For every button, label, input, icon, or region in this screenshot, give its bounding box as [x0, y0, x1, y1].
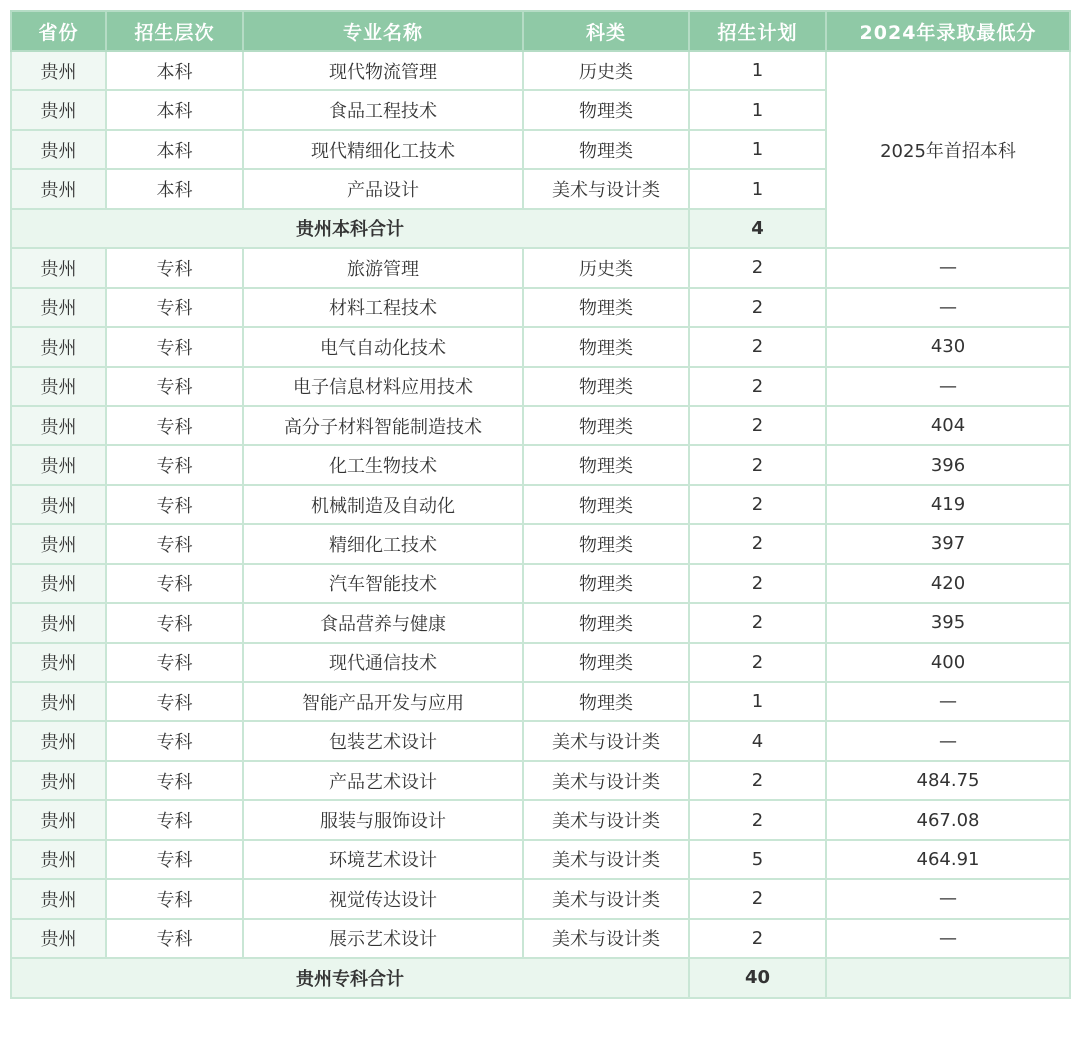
cell-major: 现代精细化工技术: [243, 130, 523, 169]
cell-major: 现代物流管理: [243, 51, 523, 90]
cell-min-score: —: [826, 682, 1070, 721]
cell-province: 贵州: [11, 840, 106, 879]
header-level: 招生层次: [106, 11, 243, 51]
cell-major: 旅游管理: [243, 248, 523, 287]
table-row: [11, 445, 1070, 484]
cell-province: 贵州: [11, 445, 106, 484]
header-major: 专业名称: [243, 11, 523, 51]
cell-province: 贵州: [11, 919, 106, 958]
cell-category: 美术与设计类: [523, 721, 689, 760]
cell-min-score: 464.91: [826, 840, 1070, 879]
header-min-score: 2024年录取最低分: [826, 11, 1070, 51]
cell-level: 专科: [106, 327, 243, 366]
undergrad-subtotal-label: 贵州本科合计: [11, 209, 689, 248]
table-row: [11, 367, 1070, 406]
cell-min-score: 467.08: [826, 800, 1070, 839]
vocational-subtotal-empty: [826, 958, 1070, 997]
table-row: [11, 603, 1070, 642]
cell-category: 历史类: [523, 51, 689, 90]
vocational-subtotal-label: 贵州专科合计: [11, 958, 689, 997]
admission-plan-table: [10, 10, 1071, 999]
cell-level: 专科: [106, 406, 243, 445]
cell-category: 物理类: [523, 130, 689, 169]
cell-category: 物理类: [523, 90, 689, 129]
cell-province: 贵州: [11, 51, 106, 90]
table-row: [11, 288, 1070, 327]
cell-min-score: 400: [826, 643, 1070, 682]
cell-major: 机械制造及自动化: [243, 485, 523, 524]
cell-category: 物理类: [523, 406, 689, 445]
cell-plan: 2: [689, 564, 826, 603]
cell-plan: 2: [689, 406, 826, 445]
cell-level: 专科: [106, 288, 243, 327]
cell-category: 物理类: [523, 643, 689, 682]
cell-province: 贵州: [11, 367, 106, 406]
cell-category: 物理类: [523, 367, 689, 406]
cell-min-score: 419: [826, 485, 1070, 524]
table-row: [11, 643, 1070, 682]
cell-level: 专科: [106, 445, 243, 484]
cell-major: 现代通信技术: [243, 643, 523, 682]
cell-category: 美术与设计类: [523, 169, 689, 208]
cell-province: 贵州: [11, 879, 106, 918]
cell-category: 物理类: [523, 288, 689, 327]
cell-province: 贵州: [11, 327, 106, 366]
table-row: [11, 879, 1070, 918]
cell-category: 美术与设计类: [523, 879, 689, 918]
table-row: [11, 840, 1070, 879]
table-row: [11, 919, 1070, 958]
table-row: [11, 524, 1070, 563]
cell-category: 历史类: [523, 248, 689, 287]
cell-level: 本科: [106, 169, 243, 208]
table-header-row: [11, 11, 1070, 51]
cell-province: 贵州: [11, 800, 106, 839]
cell-province: 贵州: [11, 564, 106, 603]
cell-province: 贵州: [11, 90, 106, 129]
cell-level: 本科: [106, 130, 243, 169]
cell-category: 美术与设计类: [523, 800, 689, 839]
cell-major: 电子信息材料应用技术: [243, 367, 523, 406]
cell-plan: 2: [689, 367, 826, 406]
cell-category: 物理类: [523, 524, 689, 563]
cell-category: 美术与设计类: [523, 840, 689, 879]
cell-plan: 2: [689, 800, 826, 839]
cell-major: 精细化工技术: [243, 524, 523, 563]
cell-min-score: 404: [826, 406, 1070, 445]
header-category: 科类: [523, 11, 689, 51]
cell-major: 服装与服饰设计: [243, 800, 523, 839]
cell-category: 物理类: [523, 445, 689, 484]
cell-category: 物理类: [523, 564, 689, 603]
cell-province: 贵州: [11, 524, 106, 563]
cell-min-score: —: [826, 879, 1070, 918]
cell-province: 贵州: [11, 406, 106, 445]
cell-level: 专科: [106, 643, 243, 682]
cell-category: 物理类: [523, 603, 689, 642]
table-row: [11, 761, 1070, 800]
cell-min-score: 395: [826, 603, 1070, 642]
cell-major: 高分子材料智能制造技术: [243, 406, 523, 445]
cell-major: 材料工程技术: [243, 288, 523, 327]
cell-level: 专科: [106, 564, 243, 603]
cell-min-score: —: [826, 367, 1070, 406]
cell-level: 专科: [106, 840, 243, 879]
cell-province: 贵州: [11, 721, 106, 760]
cell-level: 本科: [106, 90, 243, 129]
cell-plan: 2: [689, 761, 826, 800]
cell-major: 视觉传达设计: [243, 879, 523, 918]
cell-major: 汽车智能技术: [243, 564, 523, 603]
cell-category: 美术与设计类: [523, 761, 689, 800]
cell-province: 贵州: [11, 761, 106, 800]
cell-plan: 1: [689, 169, 826, 208]
cell-plan: 2: [689, 288, 826, 327]
table-row: [11, 406, 1070, 445]
cell-level: 专科: [106, 248, 243, 287]
cell-level: 本科: [106, 51, 243, 90]
cell-level: 专科: [106, 485, 243, 524]
cell-plan: 2: [689, 643, 826, 682]
cell-level: 专科: [106, 800, 243, 839]
table-row: [11, 248, 1070, 287]
cell-level: 专科: [106, 524, 243, 563]
cell-min-score: 396: [826, 445, 1070, 484]
cell-plan: 1: [689, 130, 826, 169]
cell-province: 贵州: [11, 130, 106, 169]
cell-major: 包装艺术设计: [243, 721, 523, 760]
cell-province: 贵州: [11, 485, 106, 524]
cell-plan: 2: [689, 919, 826, 958]
table-row: [11, 564, 1070, 603]
cell-major: 电气自动化技术: [243, 327, 523, 366]
cell-category: 物理类: [523, 682, 689, 721]
cell-major: 环境艺术设计: [243, 840, 523, 879]
header-plan: 招生计划: [689, 11, 826, 51]
cell-major: 展示艺术设计: [243, 919, 523, 958]
cell-merged-min-score: 2025年首招本科: [826, 51, 1070, 248]
table-row: [11, 327, 1070, 366]
cell-major: 智能产品开发与应用: [243, 682, 523, 721]
cell-level: 专科: [106, 879, 243, 918]
cell-major: 食品工程技术: [243, 90, 523, 129]
cell-level: 专科: [106, 919, 243, 958]
cell-min-score: 430: [826, 327, 1070, 366]
cell-plan: 2: [689, 445, 826, 484]
cell-plan: 2: [689, 603, 826, 642]
cell-min-score: —: [826, 919, 1070, 958]
cell-plan: 1: [689, 682, 826, 721]
cell-category: 物理类: [523, 327, 689, 366]
admission-plan-table-wrapper: [10, 10, 1071, 999]
cell-min-score: —: [826, 248, 1070, 287]
table-row: [11, 800, 1070, 839]
cell-plan: 2: [689, 879, 826, 918]
cell-category: 美术与设计类: [523, 919, 689, 958]
cell-min-score: 484.75: [826, 761, 1070, 800]
cell-plan: 1: [689, 51, 826, 90]
table-row: [11, 682, 1070, 721]
table-row: [11, 51, 1070, 90]
cell-major: 产品设计: [243, 169, 523, 208]
cell-province: 贵州: [11, 682, 106, 721]
cell-province: 贵州: [11, 248, 106, 287]
cell-level: 专科: [106, 603, 243, 642]
cell-min-score: —: [826, 721, 1070, 760]
cell-min-score: —: [826, 288, 1070, 327]
cell-province: 贵州: [11, 169, 106, 208]
cell-level: 专科: [106, 682, 243, 721]
cell-province: 贵州: [11, 288, 106, 327]
vocational-rows: [11, 248, 1070, 958]
cell-plan: 2: [689, 248, 826, 287]
cell-major: 化工生物技术: [243, 445, 523, 484]
cell-plan: 2: [689, 485, 826, 524]
cell-level: 专科: [106, 367, 243, 406]
cell-province: 贵州: [11, 603, 106, 642]
cell-plan: 2: [689, 524, 826, 563]
cell-plan: 2: [689, 327, 826, 366]
table-row: [11, 485, 1070, 524]
cell-major: 食品营养与健康: [243, 603, 523, 642]
cell-major: 产品艺术设计: [243, 761, 523, 800]
vocational-subtotal-row: [11, 958, 1070, 997]
cell-plan: 4: [689, 721, 826, 760]
undergrad-subtotal-value: 4: [689, 209, 826, 248]
cell-category: 物理类: [523, 485, 689, 524]
table-row: [11, 721, 1070, 760]
cell-level: 专科: [106, 761, 243, 800]
vocational-subtotal-value: 40: [689, 958, 826, 997]
header-province: 省份: [11, 11, 106, 51]
cell-level: 专科: [106, 721, 243, 760]
cell-min-score: 420: [826, 564, 1070, 603]
cell-plan: 1: [689, 90, 826, 129]
cell-min-score: 397: [826, 524, 1070, 563]
cell-plan: 5: [689, 840, 826, 879]
cell-province: 贵州: [11, 643, 106, 682]
